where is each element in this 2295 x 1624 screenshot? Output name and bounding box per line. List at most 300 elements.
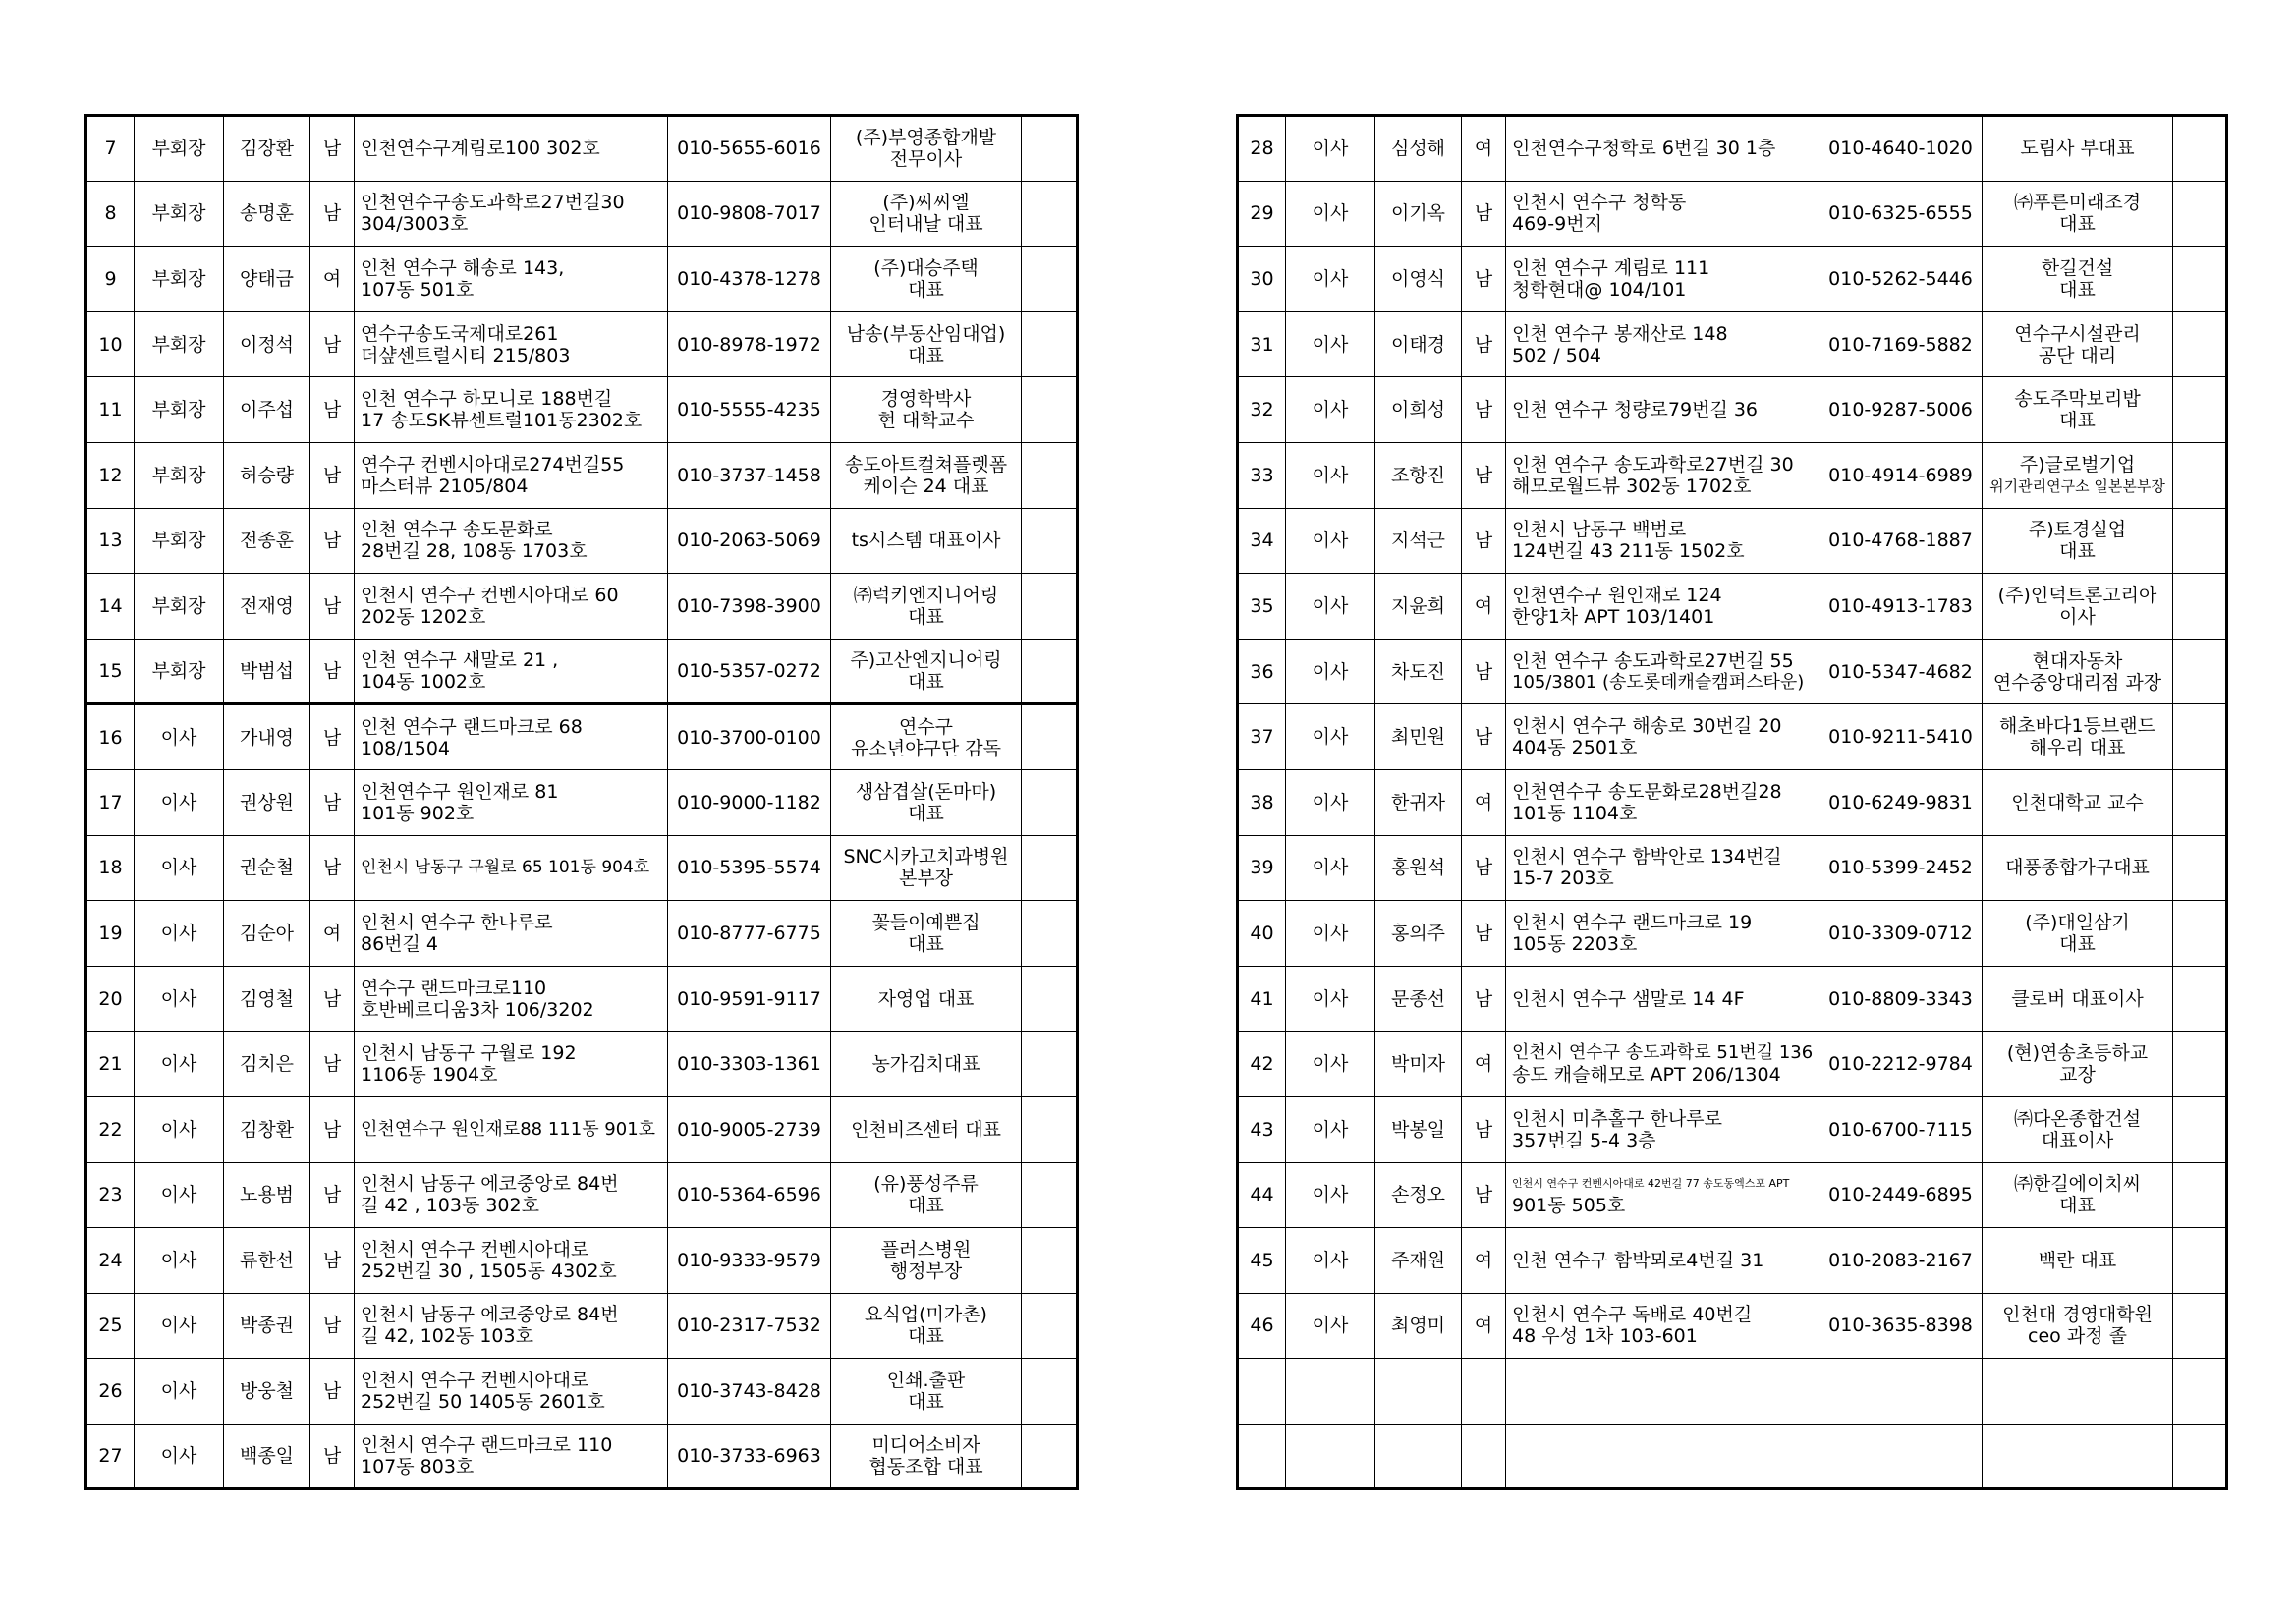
table-row bbox=[86, 1032, 1078, 1097]
address-line-2: 길 42 , 103동 302호 bbox=[361, 1195, 539, 1217]
occupation-line-1: 인천대 경영대학원 bbox=[2002, 1304, 2153, 1326]
member-role: 이사 bbox=[1286, 1293, 1375, 1359]
member-address bbox=[355, 835, 668, 901]
empty-cell bbox=[1022, 181, 1078, 247]
table-row bbox=[1238, 116, 2227, 182]
occupation-line-2: 대표 bbox=[908, 802, 944, 824]
member-occupation bbox=[831, 508, 1022, 574]
occupation-line-1: ㈜다온종합건설 bbox=[2013, 1107, 2142, 1130]
member-occupation bbox=[1983, 574, 2173, 640]
address-line-2: 길 42, 102동 103호 bbox=[361, 1325, 533, 1348]
empty-cell bbox=[1022, 1293, 1078, 1359]
member-occupation bbox=[831, 377, 1022, 443]
empty-cell bbox=[1022, 311, 1078, 377]
table-row bbox=[86, 116, 1078, 182]
occupation-line-1: (주)부영종합개발 bbox=[855, 127, 997, 149]
member-occupation bbox=[1983, 311, 2173, 377]
empty-cell bbox=[1506, 1424, 1819, 1489]
member-role: 부회장 bbox=[135, 116, 224, 182]
member-sex: 남 bbox=[1462, 835, 1506, 901]
member-sex: 남 bbox=[310, 835, 355, 901]
member-role: 이사 bbox=[1286, 247, 1375, 312]
member-address bbox=[1506, 901, 1819, 967]
occupation-line-2: 위기관리연구소 일본본부장 bbox=[1989, 476, 2165, 495]
address-line-2: 마스터뷰 2105/804 bbox=[361, 475, 529, 497]
member-sex: 남 bbox=[1462, 966, 1506, 1032]
member-address bbox=[355, 901, 668, 967]
row-number: 7 bbox=[86, 116, 135, 182]
member-role: 부회장 bbox=[135, 377, 224, 443]
member-name: 허승량 bbox=[224, 442, 310, 508]
table-row bbox=[1238, 247, 2227, 312]
table-row bbox=[86, 508, 1078, 574]
occupation-line-1: 플러스병원 bbox=[880, 1238, 972, 1260]
address-line-1: 인천시 연수구 함박안로 134번길 bbox=[1512, 846, 1782, 868]
address-line-2: 252번길 30 , 1505동 4302호 bbox=[361, 1260, 617, 1282]
address-line-1: 연수구송도국제대로261 bbox=[361, 322, 559, 345]
member-address bbox=[355, 966, 668, 1032]
member-name: 이주섭 bbox=[224, 377, 310, 443]
member-address bbox=[1506, 311, 1819, 377]
member-address bbox=[355, 574, 668, 640]
member-occupation bbox=[1983, 1032, 2173, 1097]
member-phone: 010-9000-1182 bbox=[668, 769, 831, 835]
row-number: 27 bbox=[86, 1424, 135, 1489]
table-row bbox=[1238, 574, 2227, 640]
member-address bbox=[355, 1162, 668, 1228]
member-role: 이사 bbox=[1286, 311, 1375, 377]
occupation-line-1: 송도주막보리밥 bbox=[2014, 388, 2141, 411]
member-sex: 남 bbox=[1462, 508, 1506, 574]
address-line-1: 인천시 연수구 랜드마크로 19 bbox=[1512, 911, 1753, 933]
address-line-1: 인천연수구 송도문화로28번길28 bbox=[1512, 780, 1782, 803]
empty-cell bbox=[1462, 1424, 1506, 1489]
row-number: 34 bbox=[1238, 508, 1286, 574]
row-number: 44 bbox=[1238, 1162, 1286, 1228]
member-phone: 010-2449-6895 bbox=[1819, 1162, 1983, 1228]
member-role: 이사 bbox=[135, 704, 224, 770]
member-phone: 010-3700-0100 bbox=[668, 704, 831, 770]
member-sex: 남 bbox=[310, 116, 355, 182]
address-line-1: 연수구 랜드마크로110 bbox=[361, 977, 547, 999]
member-phone: 010-8809-3343 bbox=[1819, 966, 1983, 1032]
address-line-2: 107동 803호 bbox=[361, 1456, 475, 1479]
member-address bbox=[355, 1293, 668, 1359]
table-row bbox=[86, 311, 1078, 377]
table-row bbox=[86, 769, 1078, 835]
member-address bbox=[1506, 704, 1819, 770]
member-address bbox=[355, 377, 668, 443]
address-line-1: 인천시 남동구 에코중앙로 84번 bbox=[361, 1173, 619, 1196]
row-number: 25 bbox=[86, 1293, 135, 1359]
row-number: 22 bbox=[86, 1096, 135, 1162]
row-number: 32 bbox=[1238, 377, 1286, 443]
member-occupation bbox=[831, 966, 1022, 1032]
table-row bbox=[86, 1293, 1078, 1359]
member-sex: 남 bbox=[310, 639, 355, 704]
roster-table-left bbox=[84, 114, 1079, 1490]
row-number: 11 bbox=[86, 377, 135, 443]
occupation-line-2: 대표 bbox=[2059, 540, 2096, 563]
occupation-line-2: 대표 bbox=[908, 671, 944, 694]
member-phone: 010-4768-1887 bbox=[1819, 508, 1983, 574]
member-sex: 여 bbox=[1462, 116, 1506, 182]
empty-cell bbox=[2173, 1162, 2227, 1228]
empty-table-row bbox=[1238, 1424, 2227, 1489]
member-name: 이태경 bbox=[1375, 311, 1462, 377]
address-line-2: 48 우성 1차 103-601 bbox=[1512, 1325, 1698, 1348]
member-address bbox=[355, 442, 668, 508]
member-name: 한귀자 bbox=[1375, 769, 1462, 835]
row-number: 20 bbox=[86, 966, 135, 1032]
address-line-1: 인천시 연수구 랜드마크로 110 bbox=[361, 1434, 613, 1457]
member-occupation bbox=[831, 1228, 1022, 1294]
table-row bbox=[1238, 901, 2227, 967]
member-sex: 남 bbox=[310, 1032, 355, 1097]
member-name: 박범섭 bbox=[224, 639, 310, 704]
member-phone: 010-6325-6555 bbox=[1819, 181, 1983, 247]
row-number: 17 bbox=[86, 769, 135, 835]
member-occupation bbox=[831, 835, 1022, 901]
member-address bbox=[1506, 769, 1819, 835]
member-role: 부회장 bbox=[135, 442, 224, 508]
member-role: 이사 bbox=[135, 835, 224, 901]
table-row bbox=[1238, 181, 2227, 247]
address-line-1: 인천 연수구 새말로 21 , bbox=[361, 649, 559, 672]
member-role: 부회장 bbox=[135, 247, 224, 312]
table-row bbox=[86, 1359, 1078, 1425]
address-line-2: 호반베르디움3차 106/3202 bbox=[361, 998, 594, 1021]
address-line-1: 인천시 연수구 컨벤시아대로 42번길 77 송도동엑스포 APT bbox=[1512, 1177, 1790, 1191]
row-number: 19 bbox=[86, 901, 135, 967]
address-line-1: 인천시 연수구 해송로 30번길 20 bbox=[1512, 715, 1782, 738]
table-row bbox=[1238, 1162, 2227, 1228]
address-line-2: 86번길 4 bbox=[361, 932, 439, 955]
table-row bbox=[86, 835, 1078, 901]
occupation-line-1: 한길건설 bbox=[2041, 256, 2114, 279]
row-number: 14 bbox=[86, 574, 135, 640]
occupation-line-2: 대표 bbox=[2059, 278, 2096, 301]
member-sex: 남 bbox=[1462, 639, 1506, 704]
row-number: 46 bbox=[1238, 1293, 1286, 1359]
member-occupation bbox=[1983, 116, 2173, 182]
empty-cell bbox=[1022, 1228, 1078, 1294]
address-line-2: 357번길 5-4 3층 bbox=[1512, 1129, 1656, 1151]
table-row bbox=[86, 1228, 1078, 1294]
table-row bbox=[86, 1096, 1078, 1162]
member-name: 김영철 bbox=[224, 966, 310, 1032]
address-line-1: 인천 연수구 해송로 143, bbox=[361, 256, 565, 279]
member-role: 이사 bbox=[1286, 835, 1375, 901]
empty-cell bbox=[1022, 574, 1078, 640]
member-sex: 남 bbox=[310, 704, 355, 770]
occupation-line-2: 해우리 대표 bbox=[2029, 737, 2126, 759]
address-line-1: 인천연수구계림로100 302호 bbox=[361, 138, 600, 160]
empty-cell bbox=[1375, 1424, 1462, 1489]
member-occupation bbox=[1983, 247, 2173, 312]
row-number: 36 bbox=[1238, 639, 1286, 704]
member-name: 김장환 bbox=[224, 116, 310, 182]
empty-cell bbox=[1022, 704, 1078, 770]
address-line-1: 인천시 연수구 컨벤시아대로 bbox=[361, 1238, 589, 1260]
row-number: 40 bbox=[1238, 901, 1286, 967]
table-row bbox=[1238, 1096, 2227, 1162]
member-address bbox=[1506, 181, 1819, 247]
address-line-1: 인천시 남동구 구월로 65 101동 904호 bbox=[361, 858, 650, 878]
row-number: 29 bbox=[1238, 181, 1286, 247]
member-address bbox=[355, 1228, 668, 1294]
address-line-2: 105동 2203호 bbox=[1512, 932, 1638, 955]
row-number: 43 bbox=[1238, 1096, 1286, 1162]
member-address bbox=[1506, 377, 1819, 443]
member-role: 부회장 bbox=[135, 508, 224, 574]
occupation-line-2: 케이슨 24 대표 bbox=[863, 475, 989, 497]
member-name: 류한선 bbox=[224, 1228, 310, 1294]
row-number: 35 bbox=[1238, 574, 1286, 640]
member-sex: 남 bbox=[1462, 704, 1506, 770]
occupation-line-2: ceo 과정 졸 bbox=[2028, 1325, 2127, 1348]
member-address bbox=[355, 639, 668, 704]
member-address bbox=[355, 704, 668, 770]
member-occupation bbox=[831, 442, 1022, 508]
empty-cell bbox=[2173, 181, 2227, 247]
member-name: 심성해 bbox=[1375, 116, 1462, 182]
member-name: 방웅철 bbox=[224, 1359, 310, 1425]
member-address bbox=[355, 1096, 668, 1162]
member-phone: 010-5364-6596 bbox=[668, 1162, 831, 1228]
member-occupation bbox=[831, 769, 1022, 835]
address-line-2: 17 송도SK뷰센트럴101동2302호 bbox=[361, 410, 643, 432]
empty-cell bbox=[1462, 1359, 1506, 1425]
member-occupation bbox=[1983, 901, 2173, 967]
empty-cell bbox=[1022, 1096, 1078, 1162]
occupation-line-1: 요식업(미가촌) bbox=[865, 1304, 987, 1326]
table-row bbox=[86, 574, 1078, 640]
member-sex: 여 bbox=[1462, 1032, 1506, 1097]
empty-cell bbox=[1022, 901, 1078, 967]
member-sex: 남 bbox=[310, 1424, 355, 1489]
member-sex: 남 bbox=[310, 1359, 355, 1425]
empty-cell bbox=[2173, 574, 2227, 640]
row-number: 37 bbox=[1238, 704, 1286, 770]
empty-cell bbox=[1022, 639, 1078, 704]
row-number: 42 bbox=[1238, 1032, 1286, 1097]
address-line-1: 인천시 연수구 한나루로 bbox=[361, 911, 553, 933]
address-line-1: 인천시 연수구 청학동 bbox=[1512, 192, 1687, 214]
address-line-1: 인천시 미추홀구 한나루로 bbox=[1512, 1107, 1722, 1130]
member-phone: 010-4913-1783 bbox=[1819, 574, 1983, 640]
table-row bbox=[86, 1424, 1078, 1489]
member-sex: 남 bbox=[1462, 181, 1506, 247]
address-line-2: 502 / 504 bbox=[1512, 344, 1602, 366]
address-line-2: 108/1504 bbox=[361, 737, 451, 759]
member-role: 이사 bbox=[1286, 1228, 1375, 1294]
member-name: 양태금 bbox=[224, 247, 310, 312]
member-role: 이사 bbox=[1286, 966, 1375, 1032]
member-sex: 남 bbox=[310, 442, 355, 508]
member-name: 김순아 bbox=[224, 901, 310, 967]
occupation-line-1: (유)풍성주류 bbox=[873, 1173, 979, 1196]
occupation-line-1: 남송(부동산임대업) bbox=[846, 322, 1006, 345]
member-occupation bbox=[831, 311, 1022, 377]
member-role: 이사 bbox=[1286, 769, 1375, 835]
member-phone: 010-3309-0712 bbox=[1819, 901, 1983, 967]
table-row bbox=[86, 901, 1078, 967]
row-number: 16 bbox=[86, 704, 135, 770]
table-row bbox=[1238, 835, 2227, 901]
empty-cell bbox=[1506, 1359, 1819, 1425]
member-name: 가내영 bbox=[224, 704, 310, 770]
member-role: 이사 bbox=[135, 769, 224, 835]
member-occupation bbox=[1983, 966, 2173, 1032]
member-role: 이사 bbox=[1286, 574, 1375, 640]
row-number: 45 bbox=[1238, 1228, 1286, 1294]
address-line-1: 인천시 연수구 컨벤시아대로 60 bbox=[361, 584, 619, 606]
row-number: 15 bbox=[86, 639, 135, 704]
roster-table-right bbox=[1236, 114, 2228, 1490]
member-sex: 여 bbox=[1462, 769, 1506, 835]
member-name: 이기옥 bbox=[1375, 181, 1462, 247]
member-sex: 남 bbox=[1462, 901, 1506, 967]
empty-cell bbox=[1983, 1359, 2173, 1425]
occupation-line-1: SNC시카고치과병원 bbox=[843, 846, 1009, 868]
member-address bbox=[1506, 835, 1819, 901]
occupation-line-1: 꽃들이예쁜집 bbox=[871, 911, 980, 933]
row-number: 26 bbox=[86, 1359, 135, 1425]
member-sex: 남 bbox=[1462, 247, 1506, 312]
empty-cell bbox=[1022, 377, 1078, 443]
occupation-line-1: ㈜푸른미래조경 bbox=[2013, 192, 2142, 214]
occupation-line-1: (주)대일삼기 bbox=[2025, 911, 2130, 933]
member-address bbox=[1506, 1293, 1819, 1359]
row-number: 8 bbox=[86, 181, 135, 247]
member-role: 이사 bbox=[135, 901, 224, 967]
address-line-2: 더샾센트럴시티 215/803 bbox=[361, 344, 571, 366]
row-number: 39 bbox=[1238, 835, 1286, 901]
member-name: 손정오 bbox=[1375, 1162, 1462, 1228]
member-name: 박봉일 bbox=[1375, 1096, 1462, 1162]
member-sex: 남 bbox=[1462, 442, 1506, 508]
member-occupation bbox=[1983, 1228, 2173, 1294]
occupation-line-1: 연수구 bbox=[898, 715, 954, 738]
member-sex: 남 bbox=[1462, 1162, 1506, 1228]
occupation-line-1: 경영학박사 bbox=[880, 388, 972, 411]
address-line-2: 252번길 50 1405동 2601호 bbox=[361, 1391, 605, 1414]
member-sex: 남 bbox=[310, 966, 355, 1032]
occupation-line-1: 주)토경실업 bbox=[2028, 519, 2127, 541]
table-row bbox=[1238, 377, 2227, 443]
member-phone: 010-9287-5006 bbox=[1819, 377, 1983, 443]
occupation-line-1: (현)연송초등하교 bbox=[2006, 1042, 2149, 1065]
occupation-line-1: 인천대학교 교수 bbox=[2011, 791, 2144, 813]
member-phone: 010-9211-5410 bbox=[1819, 704, 1983, 770]
member-phone: 010-4378-1278 bbox=[668, 247, 831, 312]
occupation-line-1: 송도아트컬쳐플렛폼 bbox=[844, 453, 1008, 476]
address-line-1: 인천 연수구 하모니로 188번길 bbox=[361, 388, 613, 411]
member-role: 이사 bbox=[135, 1096, 224, 1162]
occupation-line-2: 협동조합 대표 bbox=[868, 1456, 983, 1479]
empty-cell bbox=[2173, 116, 2227, 182]
member-phone: 010-2212-9784 bbox=[1819, 1032, 1983, 1097]
member-phone: 010-7169-5882 bbox=[1819, 311, 1983, 377]
occupation-line-2: 공단 대리 bbox=[2038, 344, 2117, 366]
row-number: 38 bbox=[1238, 769, 1286, 835]
member-name: 지석근 bbox=[1375, 508, 1462, 574]
table-row bbox=[86, 1162, 1078, 1228]
member-address bbox=[1506, 1096, 1819, 1162]
empty-cell bbox=[2173, 1359, 2227, 1425]
table-row bbox=[1238, 1032, 2227, 1097]
address-line-1: 인천 연수구 봉재산로 148 bbox=[1512, 322, 1728, 345]
empty-cell bbox=[2173, 901, 2227, 967]
member-name: 문종선 bbox=[1375, 966, 1462, 1032]
empty-cell bbox=[2173, 835, 2227, 901]
address-line-2: 124번길 43 211동 1502호 bbox=[1512, 540, 1745, 563]
empty-cell bbox=[1022, 116, 1078, 182]
occupation-line-2: 인터내날 대표 bbox=[868, 213, 983, 236]
table-row bbox=[86, 704, 1078, 770]
member-occupation bbox=[1983, 1162, 2173, 1228]
empty-cell bbox=[1022, 769, 1078, 835]
occupation-line-1: (주)씨씨엘 bbox=[882, 192, 970, 214]
empty-cell bbox=[2173, 1293, 2227, 1359]
member-role: 이사 bbox=[135, 1032, 224, 1097]
address-line-2: 105/3801 (송도롯데캐슬캠퍼스타운) bbox=[1512, 671, 1805, 693]
empty-cell bbox=[1022, 247, 1078, 312]
table-row bbox=[1238, 508, 2227, 574]
member-address bbox=[1506, 966, 1819, 1032]
address-line-2: 28번길 28, 108동 1703호 bbox=[361, 540, 588, 563]
row-number: 41 bbox=[1238, 966, 1286, 1032]
empty-cell bbox=[2173, 639, 2227, 704]
member-role: 이사 bbox=[1286, 1032, 1375, 1097]
occupation-line-1: ts시스템 대표이사 bbox=[851, 530, 1001, 552]
table-row bbox=[1238, 704, 2227, 770]
address-line-2: 107동 501호 bbox=[361, 278, 475, 301]
empty-cell bbox=[2173, 1032, 2227, 1097]
occupation-line-1: (주)인덕트론고리아 bbox=[1997, 584, 2157, 606]
row-number: 28 bbox=[1238, 116, 1286, 182]
table-row bbox=[1238, 311, 2227, 377]
member-sex: 남 bbox=[310, 1096, 355, 1162]
empty-cell bbox=[1983, 1424, 2173, 1489]
member-phone: 010-5655-6016 bbox=[668, 116, 831, 182]
address-line-1: 인천연수구송도과학로27번길30 bbox=[361, 192, 625, 214]
member-sex: 여 bbox=[1462, 1228, 1506, 1294]
member-name: 이희성 bbox=[1375, 377, 1462, 443]
occupation-line-1: 인쇄.출판 bbox=[886, 1370, 966, 1392]
empty-cell bbox=[1022, 1424, 1078, 1489]
member-phone: 010-4640-1020 bbox=[1819, 116, 1983, 182]
address-line-2: 해모로월드뷰 302동 1702호 bbox=[1512, 475, 1752, 497]
member-phone: 010-2063-5069 bbox=[668, 508, 831, 574]
occupation-line-2: 대표 bbox=[2059, 410, 2096, 432]
member-phone: 010-2083-2167 bbox=[1819, 1228, 1983, 1294]
member-address bbox=[1506, 1162, 1819, 1228]
occupation-line-2: 대표 bbox=[908, 1325, 944, 1348]
member-role: 이사 bbox=[135, 1162, 224, 1228]
address-line-1: 인천연수구 원인재로 124 bbox=[1512, 584, 1722, 606]
member-sex: 남 bbox=[310, 769, 355, 835]
occupation-line-2: 이사 bbox=[2059, 605, 2096, 628]
member-address bbox=[355, 508, 668, 574]
member-role: 부회장 bbox=[135, 311, 224, 377]
member-name: 주재원 bbox=[1375, 1228, 1462, 1294]
address-line-1: 인천 연수구 송도문화로 bbox=[361, 519, 553, 541]
row-number: 13 bbox=[86, 508, 135, 574]
member-address bbox=[355, 181, 668, 247]
member-role: 이사 bbox=[135, 1293, 224, 1359]
